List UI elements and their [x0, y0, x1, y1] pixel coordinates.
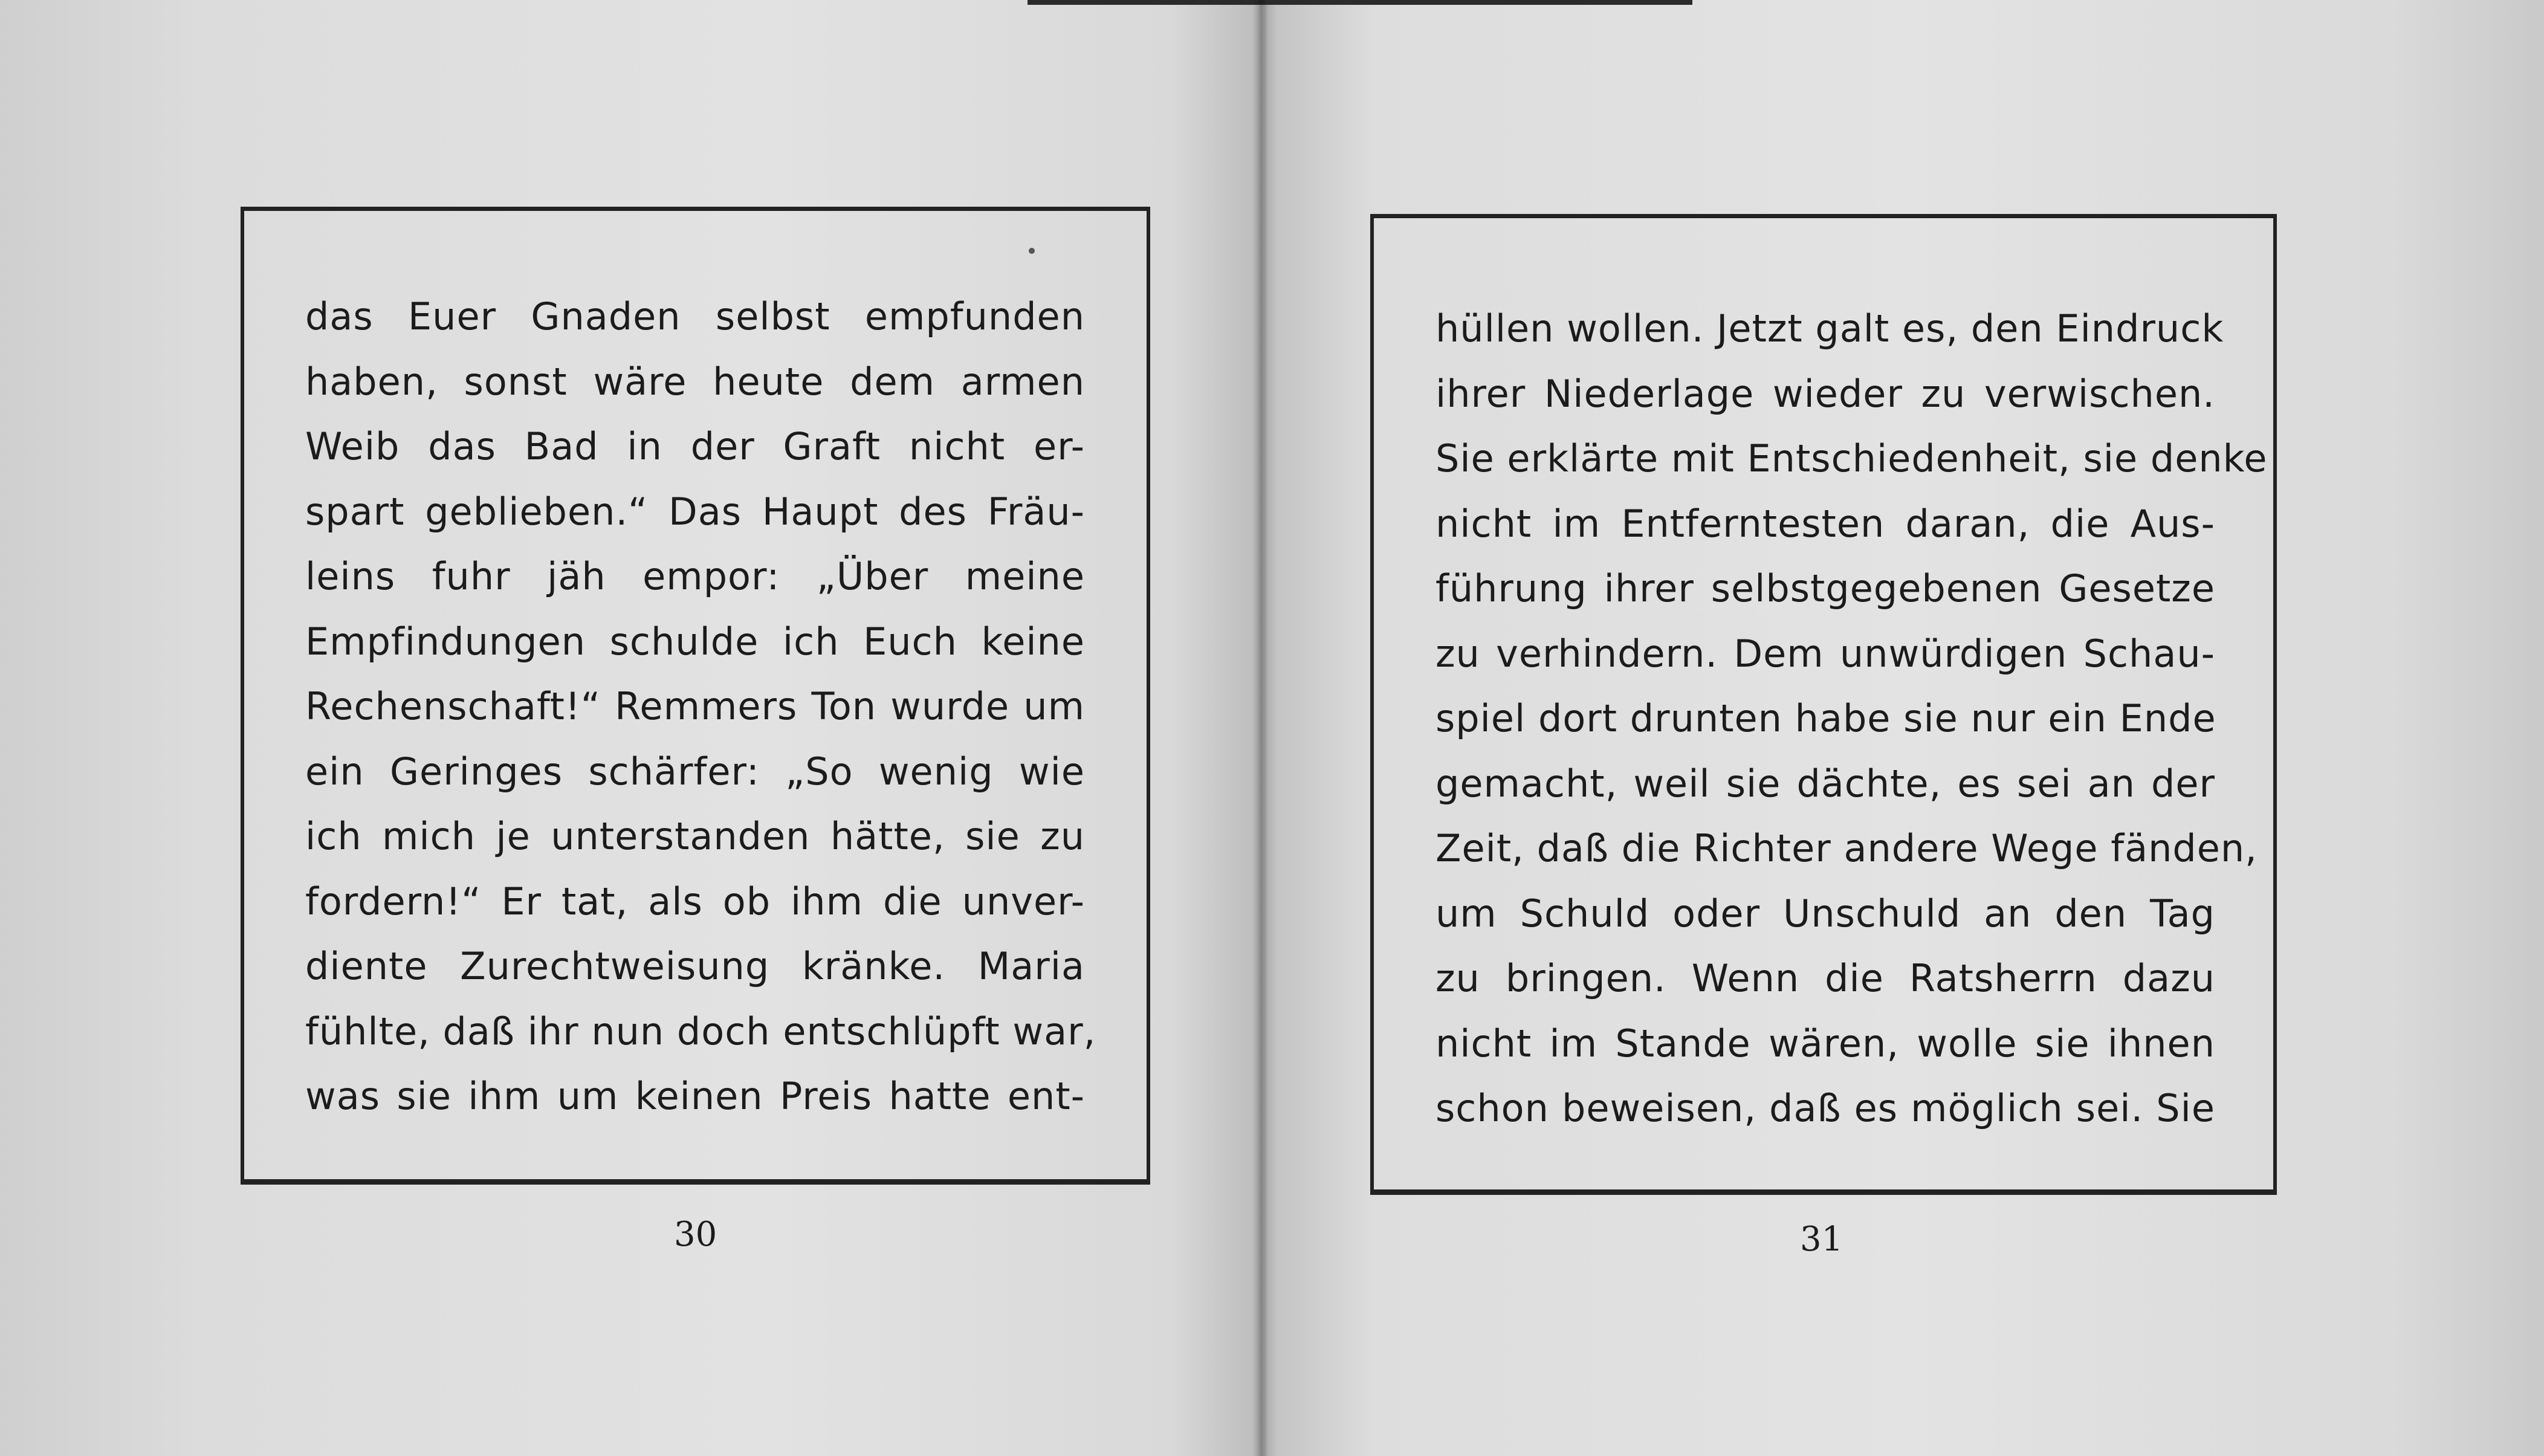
text-line: gemacht, weil sie dächte, es sei an der [1435, 761, 2215, 806]
text-line: fordern!“ Er tat, als ob ihm die unver- [305, 879, 1085, 924]
text-line: das Euer Gnaden selbst empfunden [305, 294, 1085, 338]
text-line: schon beweisen, daß es möglich sei. Sie [1435, 1086, 2215, 1130]
page-number-right: 31 [1800, 1220, 1843, 1259]
text-line: spiel dort drunten habe sie nur ein Ende [1435, 696, 2216, 740]
text-line: Zeit, daß die Richter andere Wege fänden, [1435, 826, 2258, 870]
left-page-text [305, 284, 1096, 1129]
text-line: leins fuhr jäh empor: „Über meine [305, 554, 1085, 598]
text-line: um Schuld oder Unschuld an den Tag [1435, 891, 2215, 936]
text-line: spart geblieben.“ Das Haupt des Fräu- [305, 489, 1085, 534]
text-line: hüllen wollen. Jetzt galt es, den Eindruck [1435, 306, 2224, 351]
text-line: Sie erklärte mit Entschiedenheit, sie denke [1435, 436, 2268, 480]
text-line: ihrer Niederlage wieder zu verwischen. [1435, 371, 2215, 416]
text-line: haben, sonst wäre heute dem armen [305, 359, 1085, 404]
text-line: Rechenschaft!“ Remmers Ton wurde um [305, 684, 1085, 728]
text-line: zu bringen. Wenn die Ratsherrn dazu [1435, 956, 2215, 1000]
page-number-left: 30 [674, 1215, 717, 1254]
text-line: nicht im Stande wären, wolle sie ihnen [1435, 1021, 2215, 1066]
text-line: nicht im Entferntesten daran, die Aus- [1435, 501, 2215, 546]
text-line: ein Geringes schärfer: „So wenig wie [305, 749, 1085, 794]
text-line: fühlte, daß ihr nun doch entschlüpft war, [305, 1009, 1096, 1053]
right-page-text [1435, 296, 2268, 1141]
text-line: Empfindungen schulde ich Euch keine [305, 619, 1085, 664]
ink-speck [1029, 248, 1035, 254]
text-line: was sie ihm um keinen Preis hatte ent- [305, 1074, 1085, 1118]
text-line: ich mich je unterstanden hätte, sie zu [305, 814, 1085, 858]
book-gutter [1252, 0, 1268, 1456]
text-line: Weib das Bad in der Graft nicht er- [305, 424, 1085, 468]
text-line: diente Zurechtweisung kränke. Maria [305, 944, 1085, 988]
text-line: führung ihrer selbstgegebenen Gesetze [1435, 566, 2215, 610]
text-line: zu verhindern. Dem unwürdigen Schau- [1435, 631, 2215, 676]
